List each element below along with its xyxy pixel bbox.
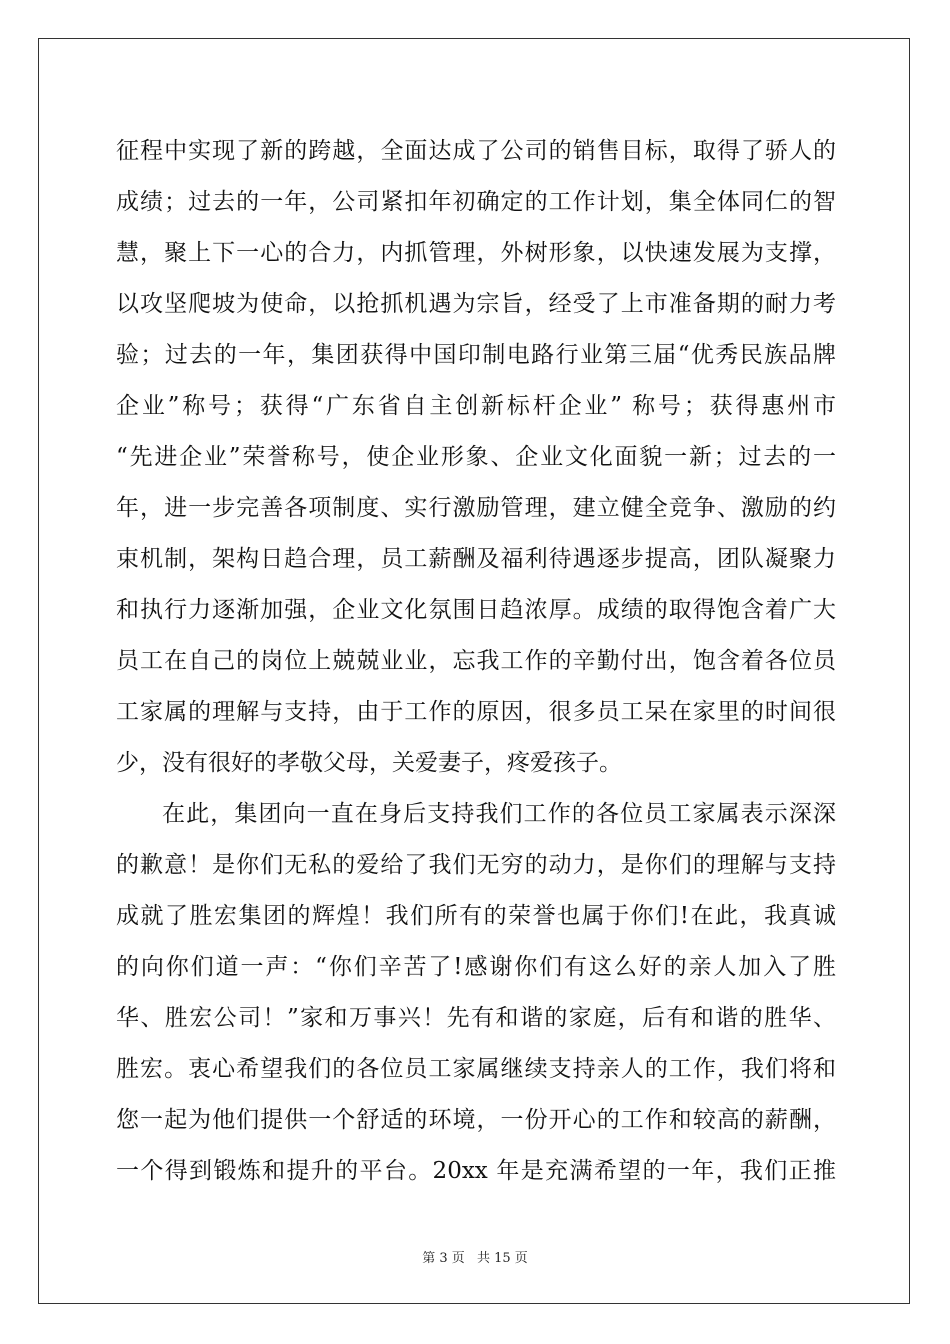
page-total: 共 15 页 xyxy=(476,1251,528,1266)
text-line: 验；过去的一年，集团获得中国印制电路行业第三届“优秀民族品牌 xyxy=(116,342,836,368)
text-line: 成绩；过去的一年，公司紧扣年初确定的工作计划，集全体同仁的智 xyxy=(116,189,836,215)
text-line: 征程中实现了新的跨越，全面达成了公司的销售目标，取得了骄人的 xyxy=(116,138,836,164)
text-line: 成就了胜宏集团的辉煌！我们所有的荣誉也属于你们!在此，我真诚 xyxy=(116,903,836,929)
text-line: 以攻坚爬坡为使命，以抢抓机遇为宗旨，经受了上市准备期的耐力考 xyxy=(116,291,836,317)
text-line: 企业”称号；获得“广东省自主创新标杆企业” 称号；获得惠州市 xyxy=(116,393,836,419)
text-line: 少，没有很好的孝敬父母，关爱妻子，疼爱孩子。 xyxy=(116,750,622,776)
text-line: 年，进一步完善各项制度、实行激励管理，建立健全竞争、激励的约 xyxy=(116,495,836,521)
text-line: “先进企业”荣誉称号，使企业形象、企业文化面貌一新；过去的一 xyxy=(116,444,836,470)
text-line: 的向你们道一声：“你们辛苦了!感谢你们有这么好的亲人加入了胜 xyxy=(116,954,836,980)
text-line: 一个得到锻炼和提升的平台。20xx 年是充满希望的一年，我们正推 xyxy=(116,1158,836,1184)
text-line: 工家属的理解与支持，由于工作的原因，很多员工呆在家里的时间很 xyxy=(116,699,836,725)
text-line: 胜宏。衷心希望我们的各位员工家属继续支持亲人的工作，我们将和 xyxy=(116,1056,836,1082)
page-footer xyxy=(0,1247,950,1266)
text-line: 华、胜宏公司！”家和万事兴！先有和谐的家庭，后有和谐的胜华、 xyxy=(116,1005,836,1031)
text-line: 您一起为他们提供一个舒适的环境，一份开心的工作和较高的薪酬， xyxy=(116,1107,836,1133)
text-line: 员工在自己的岗位上兢兢业业，忘我工作的辛勤付出，饱含着各位员 xyxy=(116,648,836,674)
paragraph-1 xyxy=(116,126,836,789)
text-line: 在此，集团向一直在身后支持我们工作的各位员工家属表示深深 xyxy=(162,801,836,827)
text-line: 慧，聚上下一心的合力，内抓管理，外树形象，以快速发展为支撑， xyxy=(116,240,836,266)
page-number: 第 3 页 xyxy=(422,1251,465,1266)
text-line: 和执行力逐渐加强，企业文化氛围日趋浓厚。成绩的取得饱含着广大 xyxy=(116,597,836,623)
text-line: 束机制，架构日趋合理，员工薪酬及福利待遇逐步提高，团队凝聚力 xyxy=(116,546,836,572)
paragraph-2 xyxy=(116,789,836,1197)
text-line: 的歉意！是你们无私的爱给了我们无穷的动力，是你们的理解与支持 xyxy=(116,852,836,878)
document-body xyxy=(116,126,836,1197)
